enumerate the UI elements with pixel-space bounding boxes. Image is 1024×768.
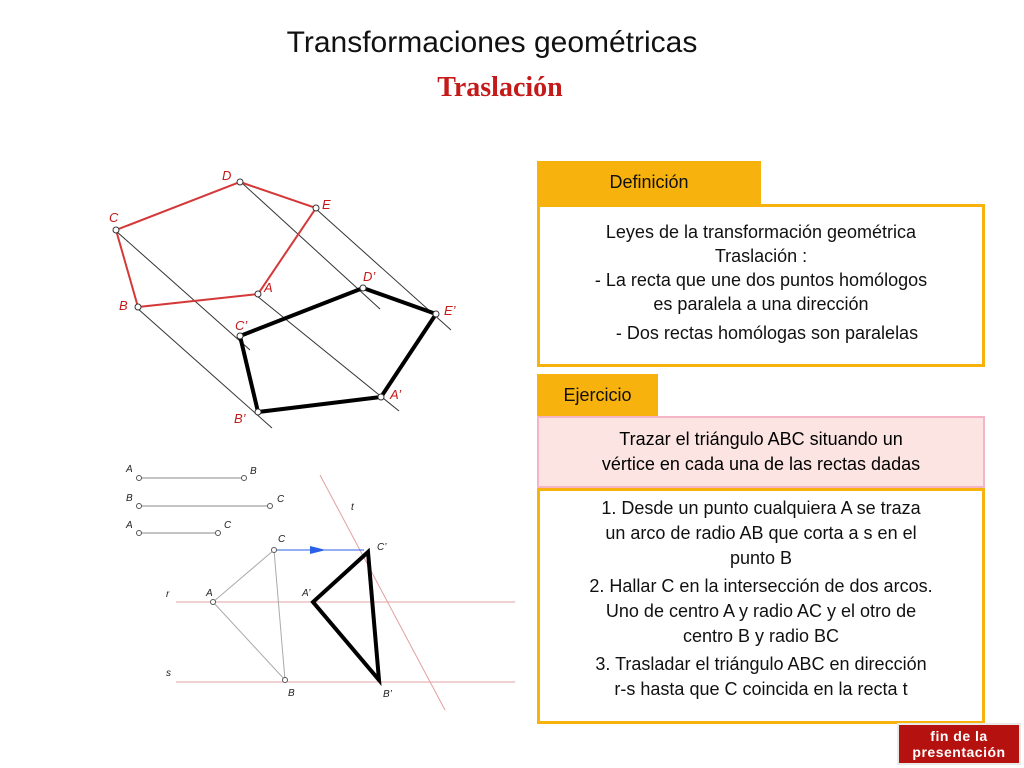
label-B: B (119, 298, 128, 313)
given-lines (176, 475, 515, 710)
definition-line: - Dos rectas homólogas son paralelas (615, 323, 919, 343)
end-presentation-button[interactable] (897, 723, 1021, 765)
label-B: B (288, 688, 295, 699)
step-line: un arco de radio AB que corta a s en el (605, 523, 917, 543)
given-segments (139, 478, 270, 533)
step-line: punto B (729, 548, 793, 568)
construction-triangle (213, 550, 285, 680)
task-line: vértice en cada una de las rectas dadas (601, 454, 921, 474)
label-C-prime: C’ (235, 318, 248, 333)
step-line: 1. Desde un punto cualquiera A se traza (601, 498, 921, 518)
step-line: 3. Trasladar el triángulo ABC en dirección (595, 654, 927, 674)
end-button-line1: fin de la (930, 728, 988, 744)
label-D: D (222, 168, 232, 183)
triangle-construction-diagram (0, 440, 520, 720)
label-A: A (264, 280, 273, 295)
definition-line: - La recta que une dos puntos homólogos (594, 270, 928, 290)
segment-label-1a: A (126, 464, 133, 475)
tab-ejercicio (537, 374, 658, 416)
segment-label-2b: C (277, 494, 285, 505)
page-title: Transformaciones geométricas (286, 26, 698, 59)
label-A-prime: A’ (390, 387, 402, 402)
segment-label-3a: A (126, 520, 133, 531)
label-r: r (166, 589, 170, 600)
label-E-prime: E’ (444, 303, 456, 318)
segment-label-1b: B (250, 466, 257, 477)
definition-line: Leyes de la transformación geométrica (605, 222, 917, 242)
step-line: r-s hasta que C coincida en la recta t (614, 679, 908, 699)
task-line: Trazar el triángulo ABC situando un (619, 429, 903, 449)
label-A-prime: A’ (302, 588, 311, 599)
label-C: C (109, 210, 119, 225)
line-t (320, 475, 445, 710)
translation-arrowhead (310, 546, 326, 554)
label-C: C (278, 534, 286, 545)
definition-line: Traslación : (714, 246, 808, 266)
original-pentagon (116, 182, 316, 307)
definition-line: es paralela a una dirección (653, 294, 869, 314)
segment-label-2a: B (126, 493, 133, 504)
page-subtitle: Traslación (437, 72, 563, 103)
label-B-prime: B’ (383, 689, 392, 700)
step-line: centro B y radio BC (682, 626, 840, 646)
segment-label-3b: C (224, 520, 232, 531)
step-line: 2. Hallar C en la intersección de dos arcos. (589, 576, 933, 596)
tab-definicion (537, 161, 761, 204)
label-t: t (351, 502, 354, 513)
step-line: Uno de centro A y radio AC y el otro de (605, 601, 917, 621)
exercise-task-box (537, 416, 985, 488)
label-D-prime: D’ (363, 269, 376, 284)
end-button-line2: presentación (912, 744, 1006, 760)
result-triangle (313, 552, 379, 680)
pentagon-translation-diagram (0, 0, 520, 440)
label-E: E (322, 197, 331, 212)
label-A: A (206, 588, 213, 599)
label-B-prime: B’ (234, 411, 246, 426)
label-C-prime: C’ (377, 542, 387, 553)
definition-box (537, 204, 985, 367)
tab-ejercicio-label: Ejercicio (563, 384, 632, 405)
exercise-steps-box (537, 488, 985, 724)
label-s: s (166, 668, 171, 679)
tab-definicion-label: Definición (609, 172, 689, 192)
